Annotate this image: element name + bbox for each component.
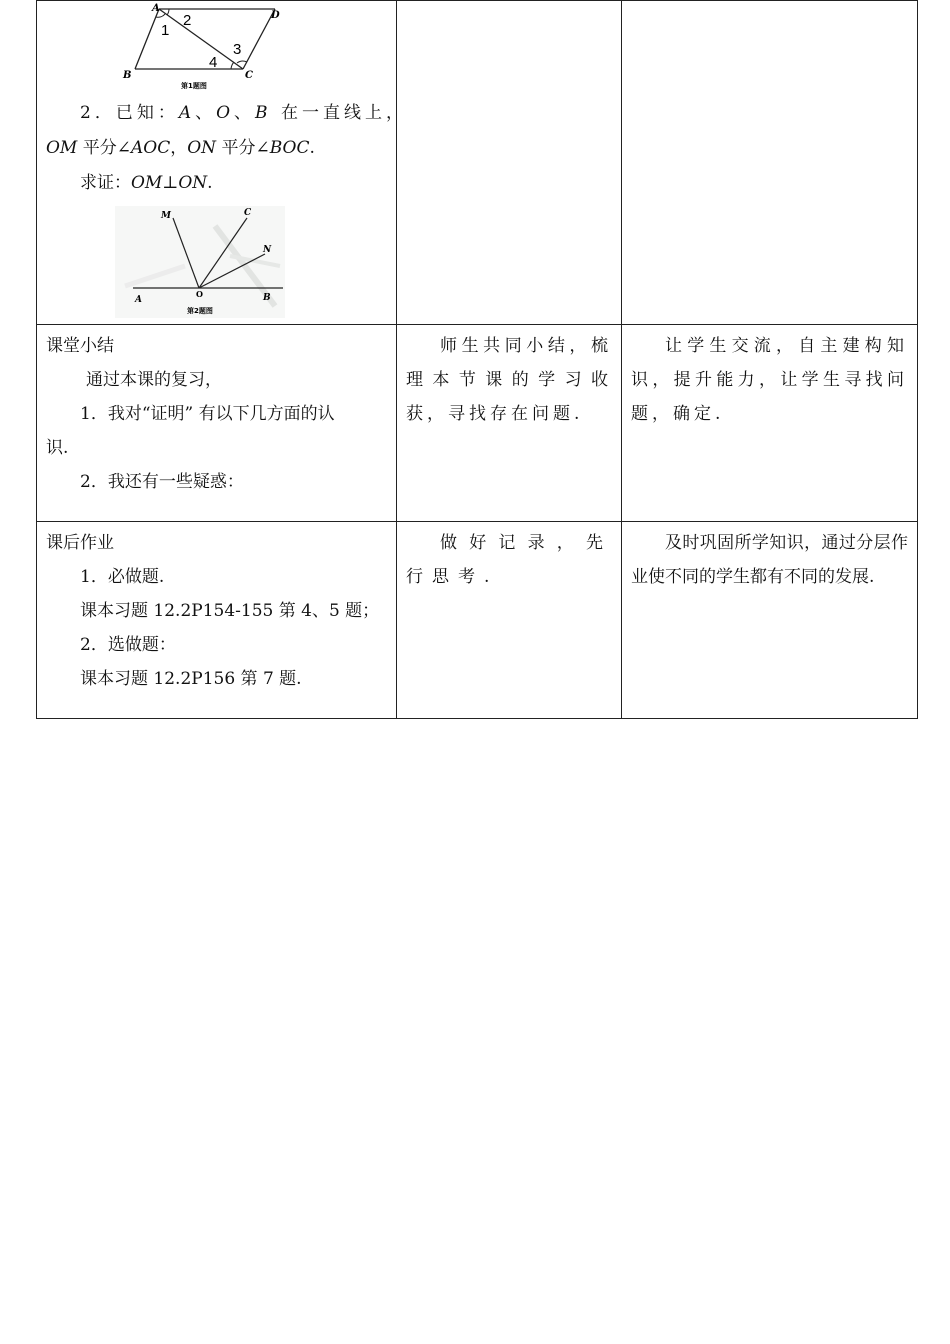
- prove-line: 求证：OM⊥ON.: [80, 173, 213, 193]
- summary-title: 课堂小结: [46, 336, 114, 356]
- homework-teacher-cell: [397, 522, 622, 719]
- label-A2: A: [135, 295, 142, 305]
- homework-title: 课后作业: [46, 533, 114, 553]
- label-D: D: [271, 10, 280, 21]
- label-B: B: [123, 70, 132, 81]
- fig1-caption: 第1题图: [181, 82, 207, 90]
- label-A: A: [152, 3, 160, 14]
- table-row: [37, 1, 918, 325]
- homework-content-cell: [37, 522, 397, 719]
- label-O: O: [196, 289, 203, 299]
- summary-line1: 通过本课的复习，: [86, 370, 222, 390]
- label-N: N: [263, 245, 272, 255]
- teacher-activity-cell: [397, 1, 622, 325]
- label-C2: C: [244, 208, 252, 218]
- angle-1: 1: [161, 22, 170, 39]
- angle-3: 3: [233, 41, 242, 58]
- summary-line3: 2．我还有一些疑惑：: [80, 472, 244, 492]
- label-C: C: [245, 70, 253, 81]
- table-row: [37, 325, 918, 522]
- angle-2: 2: [183, 12, 192, 29]
- q2-line1: 2．已知：A、O、B 在一直线上，: [80, 103, 407, 123]
- homework-intent-text: 及时巩固所学知识，通过分层作业使不同的学生都有不同的发展.: [631, 533, 908, 587]
- design-intent-cell: [622, 1, 918, 325]
- label-M: M: [161, 211, 171, 221]
- table-row: [37, 522, 918, 719]
- summary-line2b: 识.: [46, 438, 69, 458]
- summary-content-cell: [37, 325, 397, 522]
- angle-4: 4: [209, 54, 218, 71]
- summary-intent-text: 让学生交流，自主建构知识，提升能力，让学生寻找问题，确定.: [631, 336, 908, 424]
- homework-line4: 课本习题 12.2P156 第 7 题.: [80, 669, 302, 689]
- homework-line1: 1．必做题.: [80, 567, 165, 587]
- parallelogram-figure: [117, 1, 297, 93]
- exercise-cell: [37, 1, 407, 325]
- homework-line3: 2．选做题：: [80, 635, 176, 655]
- homework-intent-cell: [622, 522, 918, 719]
- angle-bisector-figure: [115, 206, 285, 318]
- summary-intent-cell: [622, 325, 918, 522]
- summary-line2a: 1．我对“证明” 有以下几方面的认: [80, 404, 335, 424]
- homework-teacher-text: 做好记录，先行思考.: [406, 533, 612, 587]
- summary-teacher-text: 师生共同小结，梳理本节课的学习收获，寻找存在问题.: [406, 336, 612, 424]
- summary-teacher-cell: [397, 325, 622, 522]
- label-B2: B: [263, 293, 271, 303]
- q2-line2: OM 平分∠AOC，ON 平分∠BOC.: [46, 138, 315, 158]
- fig2-caption: 第2题图: [187, 307, 213, 315]
- lesson-table: [36, 0, 918, 719]
- homework-line2: 课本习题 12.2P154-155 第 4、5 题；: [80, 601, 380, 621]
